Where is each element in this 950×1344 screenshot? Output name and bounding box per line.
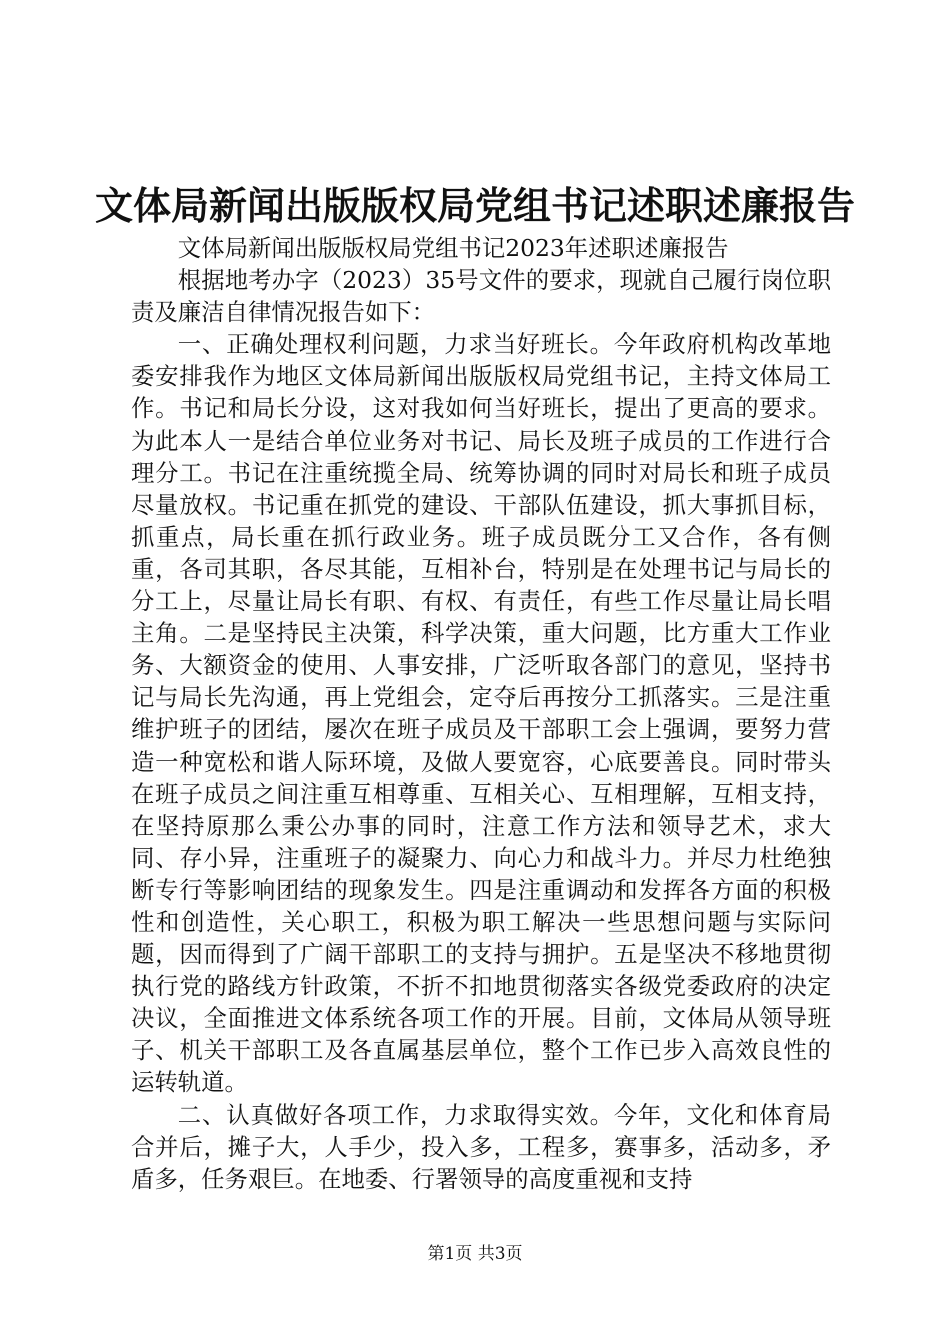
- paragraph-intro: 根据地考办字（2023）35号文件的要求，现就自己履行岗位职责及廉洁自律情况报告如下：: [131, 266, 831, 327]
- paragraph-section-two: 二、认真做好各项工作，力求取得实效。今年，文化和体育局合并后，摊子大，人手少，投入多，工程多，赛事多，活动多，矛盾多，任务艰巨。在地委、行署领导的高度重视和支持: [131, 1100, 831, 1193]
- paragraph-subtitle: 文体局新闻出版版权局党组书记2023年述职述廉报告: [177, 234, 729, 262]
- document-title: 文体局新闻出版版权局党组书记述职述廉报告: [94, 183, 855, 228]
- document-body: [131, 232, 831, 1195]
- paragraph-section-one: 一、正确处理权利问题，力求当好班长。今年政府机构改革地委安排我作为地区文体局新闻出版版权局党组书记，主持文体局工作。书记和局长分设，这对我如何当好班长，提出了更高的要求。为此本人一是结合单位业务对书记、局长及班子成员的工作进行合理分工。书记在注重统揽全局、统筹协调的同时对局长和班子成员尽量放权。书记重在抓党的建设、干部队伍建设，抓大事抓目标，抓重点，局长重在抓行政业务。班子成员既分工又合作，各有侧重，各司其职，各尽其能，互相补台，特别是在处理书记与局长的分工上，尽量让局长有职、有权、有责任，有些工作尽量让局长唱主角。二是坚持民主决策，科学决策，重大问题，比方重大工作业务、大额资金的使用、人事安排，广泛听取各部门的意见，坚持书记与局长先沟通，再上党组会，定夺后再按分工抓落实。三是注重维护班子的团结，屡次在班子成员及干部职工会上强调，要努力营造一种宽松和谐人际环境，及做人要宽容，心底要善良。同时带头在班子成员之间注重互相尊重、互相关心、互相理解，互相支持，在坚持原那么秉公办事的同时，注意工作方法和领导艺术，求大同、存小异，注重班子的凝聚力、向心力和战斗力。并尽力杜绝独断专行等影响团结的现象发生。四是注重调动和发挥各方面的积极性和创造性，关心职工，积极为职工解决一些思想问题与实际问题，因而得到了广阔干部职工的支持与拥护。五是坚决不移地贯彻执行党的路线方针政策，不折不扣地贯彻落实各级党委政府的决定决议，全面推进文体系统各项工作的开展。目前，文体局从领导班子、机关干部职工及各直属基层单位，整个工作已步入高效良性的运转轨道。: [131, 330, 831, 1097]
- page-number: 第1页 共3页: [427, 1244, 523, 1264]
